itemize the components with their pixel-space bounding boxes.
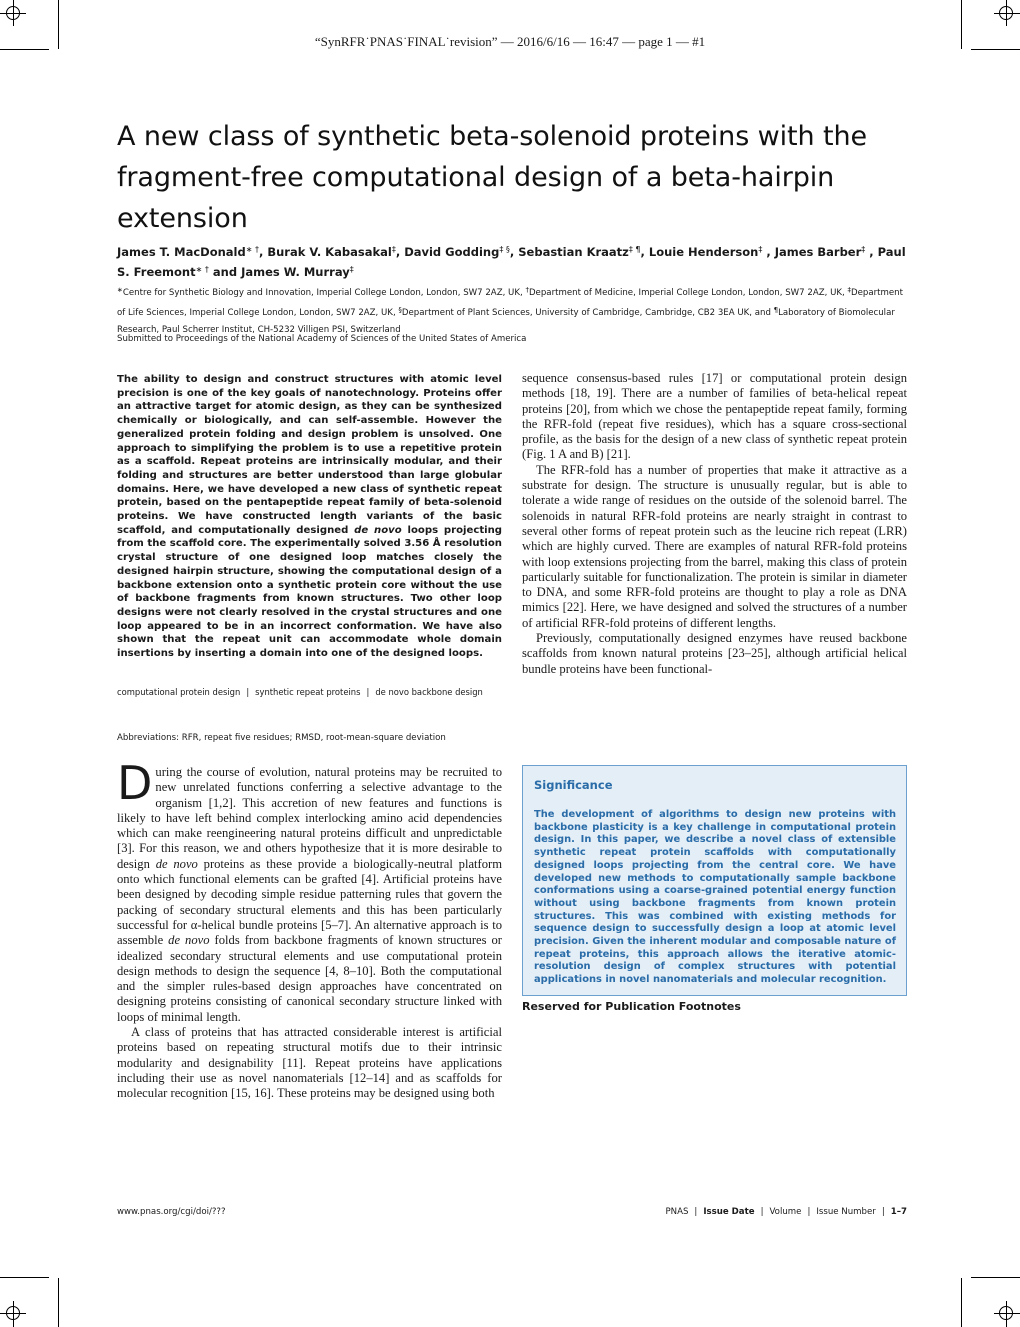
paragraph: The RFR-fold has a number of properties that make it attractive as a substrate for design. The structure is unusually regular, but is able to tolerate a wide range of residues on the outside of the solenoid barrel. The solenoids in natural RFR-fold proteins are nearly straight in contrast to several other forms of repeat protein such as the leucine rich repeat (LRR) which are highly curved. There are examples of natural RFR-fold proteins with loop extensions projecting from the barrel, making this class of protein particularly suitable for functionalization. The protein is similar in diameter to DNA, and some RFR-fold proteins are thought to play a role as DNA mimics [22]. Here, we have designed and solved the structures of a number of artificial RFR-fold proteins of different lengths. <box>522 462 907 630</box>
footer-info: PNAS | Issue Date | Volume | Issue Number | 1–7 <box>665 1207 907 1217</box>
abbreviations: Abbreviations: RFR, repeat five residues; RMSD, root-mean-square deviation <box>117 733 446 743</box>
affiliation: Department of Plant Sciences, University of Cambridge, Cambridge, CB2 3EA UK, and <box>401 308 771 318</box>
significance-title: Significance <box>534 778 613 792</box>
author: James W. Murray <box>241 265 350 279</box>
doi-link[interactable]: www.pnas.org/cgi/doi/??? <box>117 1207 226 1217</box>
body-column-left <box>117 756 503 1102</box>
author: David Godding <box>404 245 500 259</box>
author: Burak V. Kabasakal <box>267 245 392 259</box>
author: James Barber <box>774 245 862 259</box>
author: Sebastian Kraatz <box>518 245 629 259</box>
drop-cap: D <box>117 756 153 810</box>
affiliation: Centre for Synthetic Biology and Innovation, Imperial College London, London, SW7 2AZ, UK, <box>122 288 523 298</box>
keywords: computational protein design | synthetic repeat proteins | de novo backbone design <box>117 687 483 697</box>
affiliations: ∗Centre for Synthetic Biology and Innovation, Imperial College London, London, SW7 2AZ, UK, †Department of Medicine, Imperial College London, London, SW7 2AZ, UK, ‡Department of Life Sciences, Imperial College London, London, SW7 2AZ, UK, §Department of Plant Sciences, University of Cambridge, Cambridge, CB2 3EA UK, and ¶Laboratory of Biomolecular Research, Paul Scherrer Institut, CH-5232 Villigen PSI, Switzerland <box>117 286 903 335</box>
author: Paul S. Freemont <box>117 245 906 279</box>
crop-mark-bottom-right <box>960 1267 1020 1327</box>
keyword: computational protein design <box>117 687 241 697</box>
author-marks: ‡ § <box>499 245 510 254</box>
affiliation: Department of Life Sciences, Imperial College London, London, SW7 2AZ, UK, <box>117 288 903 318</box>
submission-note: Submitted to Proceedings of the National Academy of Sciences of the United States of America <box>117 334 527 344</box>
crop-mark-top-right <box>960 0 1020 60</box>
paragraph: During the course of evolution, natural proteins may be recruited to new unrelated functions conferring a selective advantage to the organism [1,2]. This accretion of new features and functions is likely to have left behind complex interlocking amino acid dependencies which can make reengineering natural proteins difficult and unpredictable [3]. For this reason, we and others hypothesize that it is more desirable to design de novo proteins as these provide a biologically-neutral platform onto which functional elements can be grafted [4]. Artificial proteins have been designed by decoding simple residue patterning rules that govern the packing of secondary structural elements and this has been particularly successful for α-helical bundle proteins [5–7]. An alternative approach is to assemble de novo folds from backbone fragments of known structures or idealized secondary structural elements and use computational protein design methods to design the sequence [4, 8–10]. Both the computational and the simpler rules-based design approaches have concentrated on designing proteins consisting of canonical secondary structure linked with loops of minimal length. <box>117 756 503 1024</box>
affiliation: Laboratory of Biomolecular Research, Paul Scherrer Institut, CH-5232 Villigen PSI, Switzerland <box>117 308 895 335</box>
author-marks: ‡ ¶ <box>628 245 641 254</box>
paragraph: sequence consensus-based rules [17] or computational protein design methods [18, 19]. There are a number of families of beta-helical repeat proteins [20], from which we chose the pentapeptide repeat family, forming the RFR-fold (repeat five residues), which has a square cross-sectional profile, as the basis for the design of a new class of synthetic repeat protein (Fig. 1 A and B) [21]. <box>522 371 907 462</box>
author-marks: ‡ <box>758 245 763 254</box>
author-marks: ‡ <box>349 265 354 274</box>
abstract: The ability to design and construct structures with atomic level precision is one of the key goals of nanotechnology. Proteins offer an attractive target for atomic design, as they can be synthesized chemically or biologically, and can self-assemble. However the generalized protein folding and design problem is unsolved. One approach to simplifying the problem is to use a repetitive protein as a scaffold. Repeat proteins are intrinsically modular, and their folding and structures are better understood than large globular domains. Here, we have developed a new class of synthetic repeat protein, based on the pentapeptide repeat family of beta-solenoid proteins. We have constructed length variants of the basic scaffold, and computationally designed de novo loops projecting from the scaffold core. The experimentally solved 3.56 Å resolution crystal structure of one designed loop matches closely the designed hairpin structure, showing the computational design of a backbone extension onto a synthetic protein core without the use of backbone fragments from known structures. Two other loop designs were not clearly resolved in the crystal structures and one loop appeared to be in an incorrect conformation. We have also shown that the repeat unit can accommodate whole domain insertions by inserting a domain into one of the designed loops. <box>117 374 503 660</box>
crop-mark-top-left <box>0 0 60 60</box>
keyword: synthetic repeat proteins <box>255 687 361 697</box>
paragraph: Previously, computationally designed enzymes have reused backbone scaffolds from known natural proteins [23–25], although artificial helical bundle proteins have been functional- <box>522 631 907 676</box>
significance-box <box>522 765 907 996</box>
running-header: “SynRFR˙PNAS˙FINAL˙revision” — 2016/6/16 — 16:47 — page 1 — #1 <box>314 34 706 49</box>
reserved-footnotes: Reserved for Publication Footnotes <box>522 1000 741 1013</box>
author: Louie Henderson <box>648 245 759 259</box>
keyword: de novo backbone design <box>375 687 483 697</box>
author-marks: ∗ † <box>195 265 209 274</box>
paragraph: A class of proteins that has attracted considerable interest is artificial proteins based on repeating structural motifs due to their intrinsic modularity and designability [11]. Repeat proteins have applications including their use as novel nanomaterials [12–14] and as scaffolds for molecular recognition [15, 16]. These proteins may be designed using both <box>117 1025 502 1101</box>
affiliation: Department of Medicine, Imperial College London, London, SW7 2AZ, UK, <box>528 288 845 298</box>
significance-text: The development of algorithms to design new proteins with backbone plasticity is a key challenge in computational protein design. In this paper, we describe a novel class of extensible synthetic repeat protein scaffolds with computationally designed loops projecting from the central core. We have developed new methods to computationally sample backbone conformations using a coarse-grained potential energy function without using backbone fragments from known protein structures. This was combined with existing methods for sequence design to successfully design a loop at atomic level precision. Given the inherent modular and composable nature of repeat proteins, this approach allows the iterative atomic-resolution design of complex structures with potential applications in novel nanomaterials and molecular recognition. <box>534 809 896 986</box>
author: James T. MacDonald <box>117 245 246 259</box>
author-marks: ∗ † <box>245 245 259 254</box>
author-marks: ‡ <box>861 245 866 254</box>
author-list: James T. MacDonald∗ †, Burak V. Kabasakal‡, David Godding‡ §, Sebastian Kraatz‡ ¶, Louie Henderson‡ , James Barber‡ , Paul S. Freemont∗ † and James W. Murray‡ <box>117 245 906 279</box>
author-marks: ‡ <box>391 245 396 254</box>
body-column-right <box>522 371 907 677</box>
crop-mark-bottom-left <box>0 1267 60 1327</box>
paper-title: A new class of synthetic beta-solenoid proteins with the fragment-free computational design of a beta-hairpin extension <box>117 121 868 234</box>
